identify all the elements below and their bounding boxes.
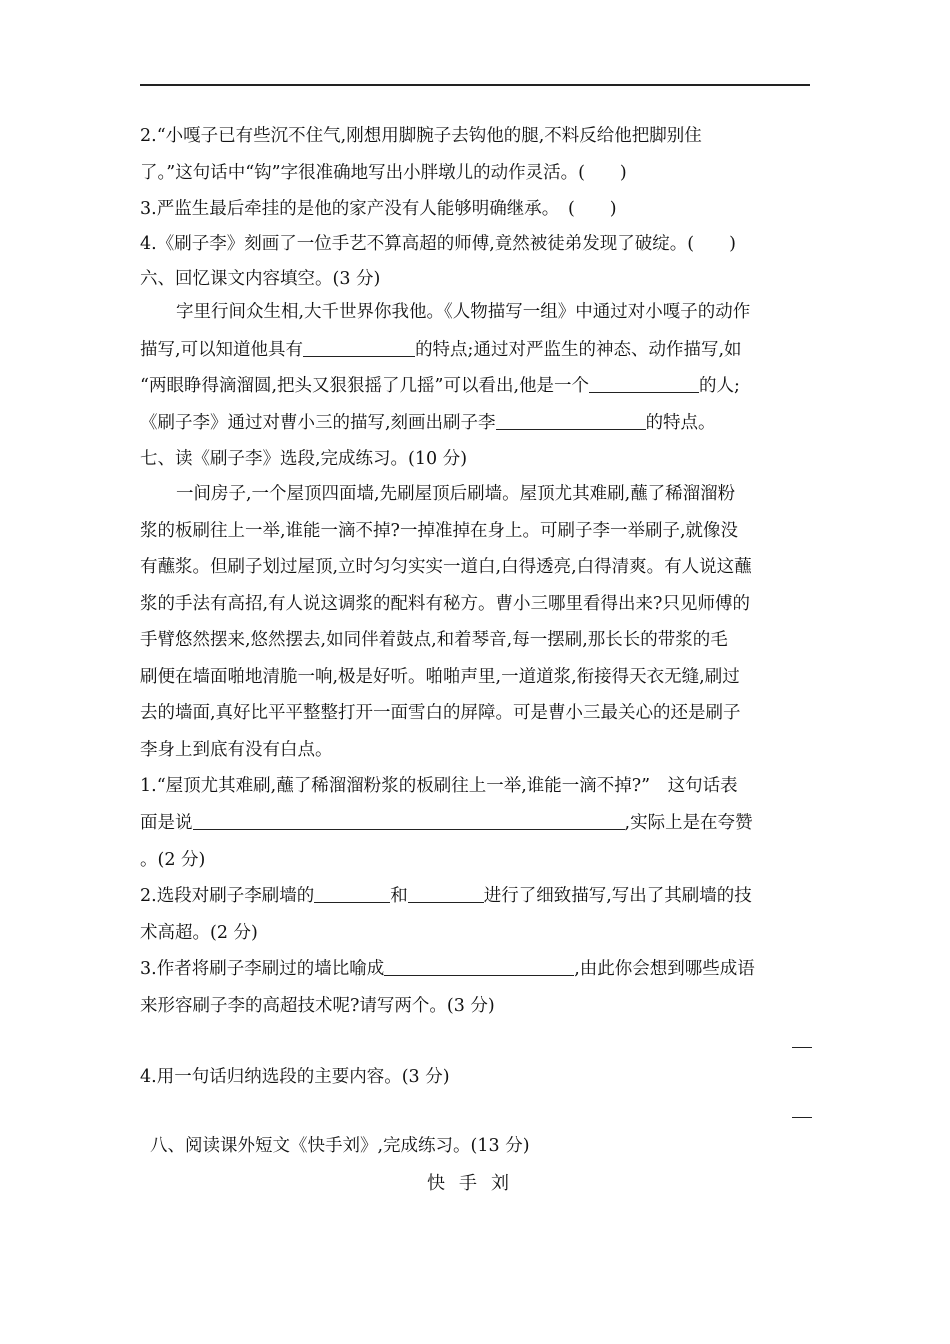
section6-line3 (140, 376, 820, 396)
q7-item1-line1: 1.“屋顶尤其难刷,蘸了稀溜溜粉浆的板刷往上一举,谁能一滴不掉?” 这句话表 (140, 776, 738, 796)
q5-item2-line1: 2.“小嘎子已有些沉不住气,刚想用脚腕子去钩他的腿,不料反给他把脚别住 (140, 126, 702, 146)
q7-item2-line1 (140, 886, 820, 906)
section6-line2-text-a: 描写,可以知道他具有 (140, 340, 304, 360)
section6-line1: 字里行间众生相,大千世界你我他。《人物描写一组》中通过对小嘎子的动作 (176, 302, 751, 322)
section6-line2 (140, 340, 820, 360)
answer-blank[interactable] (384, 959, 574, 976)
passage-line: 手臂悠然摆来,悠然摆去,如同伴着鼓点,和着琴音,每一摆刷,那长长的带浆的毛 (140, 630, 728, 650)
q5-item2-line2: 了。”这句话中“钩”字很准确地写出小胖墩儿的动作灵活。( ) (140, 163, 627, 183)
passage-line: 有蘸浆。但刷子划过屋顶,立时匀匀实实一道白,白得透亮,白得清爽。有人说这蘸 (140, 557, 752, 577)
q7-item2-text-a: 2.选段对刷子李刷墙的 (140, 886, 315, 906)
section6-line4-text-b: 的特点。 (645, 413, 716, 433)
passage-line: 去的墙面,真好比平平整整打开一面雪白的屏障。可是曹小三最关心的还是刷子 (140, 703, 741, 723)
passage-line: 一间房子,一个屋顶四面墙,先刷屋顶后刷墙。屋顶尤其难刷,蘸了稀溜溜粉 (176, 484, 736, 504)
passage-line: 李身上到底有没有白点。 (140, 740, 333, 760)
section6-line3-text-b: 的人; (699, 376, 740, 396)
section6-line2-text-b: 的特点;通过对严监生的神态、动作描写,如 (415, 340, 742, 360)
q7-item1-line3: 。(2 分) (140, 850, 206, 870)
passage-line: 浆的手法有高招,有人说这调浆的配料有秘方。曹小三哪里看得出来?只见师傅的 (140, 594, 750, 614)
q7-item2-text-c: 进行了细致描写,写出了其刷墙的技 (483, 886, 752, 906)
q7-item3-text-b: ,由此你会想到哪些成语 (574, 959, 755, 979)
q7-item3-line2: 来形容刷子李的高超技术呢?请写两个。(3 分) (140, 996, 495, 1016)
answer-blank[interactable] (589, 376, 699, 393)
section8-heading: 八、阅读课外短文《快手刘》,完成练习。(13 分) (150, 1136, 530, 1156)
q7-item1-text-a: 面是说 (140, 813, 193, 833)
q7-item3-line1 (140, 959, 820, 979)
section6-line4-text-a: 《刷子李》通过对曹小三的描写,刻画出刷子李 (140, 413, 496, 433)
q7-item4: 4.用一句话归纳选段的主要内容。(3 分) (140, 1067, 450, 1087)
section6-line4 (140, 413, 820, 433)
answer-blank[interactable] (303, 340, 415, 357)
section6-heading: 六、回忆课文内容填空。(3 分) (140, 269, 381, 289)
header-rule (140, 84, 810, 86)
answer-blank[interactable] (408, 886, 484, 903)
passage-line: 刷便在墙面啪地清脆一响,极是好听。啪啪声里,一道道浆,衔接得天衣无缝,刷过 (140, 667, 740, 687)
section6-line3-text-a: “两眼睁得滴溜圆,把头又狠狠摇了几摇”可以看出,他是一个 (140, 376, 590, 396)
passage-line: 浆的板刷往上一举,谁能一滴不掉?一掉准掉在身上。可刷子李一举刷子,就像没 (140, 521, 739, 541)
answer-blank[interactable] (193, 813, 625, 830)
q7-item1-line2 (140, 813, 820, 833)
answer-blank[interactable] (314, 886, 390, 903)
q7-item2-line2: 术高超。(2 分) (140, 923, 258, 943)
answer-line-end[interactable] (792, 1047, 812, 1048)
q7-item2-text-b: 和 (390, 886, 408, 906)
q5-item3: 3.严监生最后牵挂的是他的家产没有人能够明确继承。 ( ) (140, 199, 617, 219)
answer-line-end[interactable] (792, 1117, 812, 1118)
q7-item1-text-b: ,实际上是在夸赞 (624, 813, 753, 833)
q7-item3-text-a: 3.作者将刷子李刷过的墙比喻成 (140, 959, 385, 979)
section7-heading: 七、读《刷子李》选段,完成练习。(10 分) (140, 449, 468, 469)
answer-blank[interactable] (496, 413, 646, 430)
q5-item4: 4.《刷子李》刻画了一位手艺不算高超的师傅,竟然被徒弟发现了破绽。( ) (140, 234, 736, 254)
article-title: 快手刘 (427, 1173, 523, 1194)
